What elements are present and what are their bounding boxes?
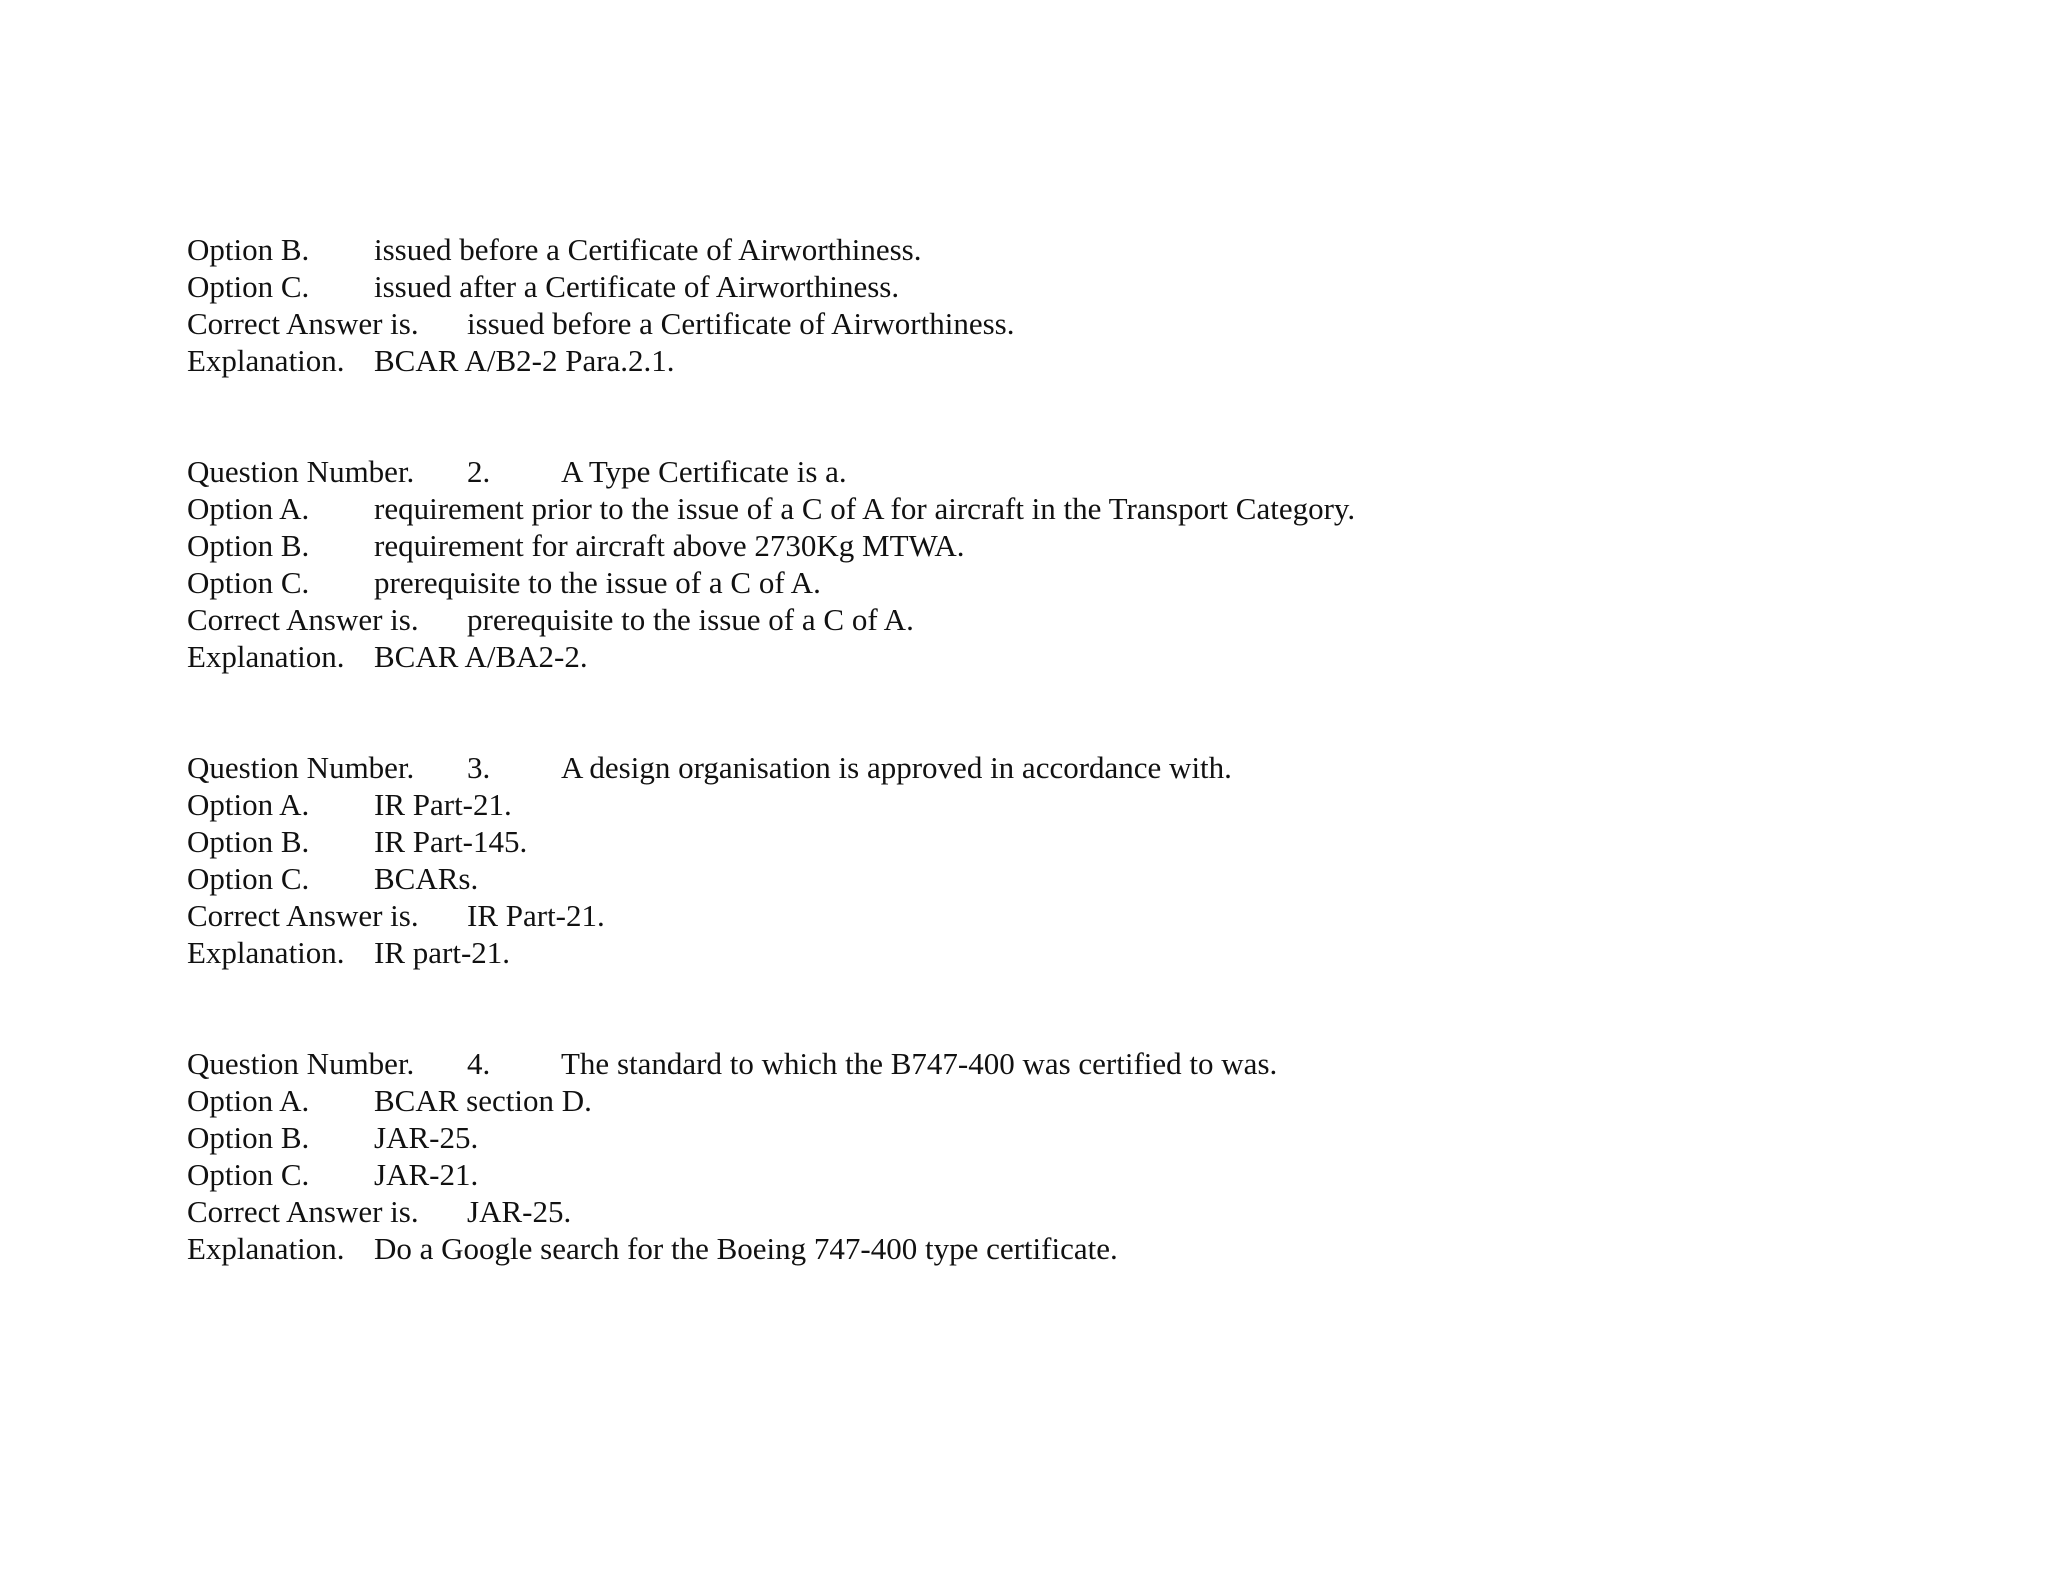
option-b-row <box>187 231 1887 268</box>
answer-text: IR Part-21. <box>467 898 605 933</box>
option-text: prerequisite to the issue of a C of A. <box>374 565 821 600</box>
option-c-row <box>187 268 1887 305</box>
option-text: JAR-25. <box>374 1120 479 1155</box>
option-text: requirement prior to the issue of a C of A for aircraft in the Transport Category. <box>374 491 1356 526</box>
question-block-2 <box>187 453 1887 675</box>
option-a-row <box>187 1082 1887 1119</box>
option-label: Option A. <box>187 491 310 526</box>
option-b-row <box>187 823 1887 860</box>
correct-answer-row <box>187 897 1887 934</box>
option-b-row <box>187 527 1887 564</box>
question-header-row <box>187 453 1887 490</box>
option-text: IR Part-145. <box>374 824 528 859</box>
explanation-text: BCAR A/BA2-2. <box>374 639 588 674</box>
answer-text: JAR-25. <box>467 1194 572 1229</box>
option-text: IR Part-21. <box>374 787 512 822</box>
explanation-label: Explanation. <box>187 343 345 378</box>
option-a-row <box>187 490 1887 527</box>
explanation-text: Do a Google search for the Boeing 747-400 type certificate. <box>374 1231 1118 1266</box>
option-label: Option B. <box>187 232 310 267</box>
question-text: A Type Certificate is a. <box>561 454 847 489</box>
question-text: A design organisation is approved in accordance with. <box>561 750 1232 785</box>
option-c-row <box>187 860 1887 897</box>
option-c-row <box>187 1156 1887 1193</box>
option-label: Option B. <box>187 1120 310 1155</box>
question-block-1 <box>187 231 1887 379</box>
option-b-row <box>187 1119 1887 1156</box>
option-text: issued after a Certificate of Airworthiness. <box>374 269 900 304</box>
option-label: Option C. <box>187 861 310 896</box>
option-label: Option C. <box>187 269 310 304</box>
correct-answer-row <box>187 1193 1887 1230</box>
explanation-row <box>187 342 1887 379</box>
option-text: issued before a Certificate of Airworthiness. <box>374 232 922 267</box>
option-text: BCARs. <box>374 861 479 896</box>
answer-label: Correct Answer is. <box>187 602 419 637</box>
option-label: Option A. <box>187 1083 310 1118</box>
question-number: 4. <box>467 1046 491 1081</box>
option-text: BCAR section D. <box>374 1083 592 1118</box>
question-header-row <box>187 1045 1887 1082</box>
option-c-row <box>187 564 1887 601</box>
explanation-label: Explanation. <box>187 1231 345 1266</box>
question-label: Question Number. <box>187 454 415 489</box>
question-label: Question Number. <box>187 750 415 785</box>
question-number: 2. <box>467 454 491 489</box>
option-label: Option A. <box>187 787 310 822</box>
explanation-text: IR part-21. <box>374 935 511 970</box>
answer-label: Correct Answer is. <box>187 898 419 933</box>
option-label: Option B. <box>187 528 310 563</box>
explanation-row <box>187 934 1887 971</box>
option-label: Option C. <box>187 1157 310 1192</box>
option-text: JAR-21. <box>374 1157 479 1192</box>
option-text: requirement for aircraft above 2730Kg MTWA. <box>374 528 965 563</box>
correct-answer-row <box>187 305 1887 342</box>
option-a-row <box>187 786 1887 823</box>
question-block-4 <box>187 1045 1887 1267</box>
option-label: Option C. <box>187 565 310 600</box>
explanation-label: Explanation. <box>187 639 345 674</box>
question-block-3 <box>187 749 1887 971</box>
question-label: Question Number. <box>187 1046 415 1081</box>
question-number: 3. <box>467 750 491 785</box>
answer-text: prerequisite to the issue of a C of A. <box>467 602 914 637</box>
explanation-label: Explanation. <box>187 935 345 970</box>
document-page <box>187 231 1887 1267</box>
explanation-row <box>187 638 1887 675</box>
explanation-row <box>187 1230 1887 1267</box>
answer-text: issued before a Certificate of Airworthiness. <box>467 306 1015 341</box>
explanation-text: BCAR A/B2-2 Para.2.1. <box>374 343 675 378</box>
answer-label: Correct Answer is. <box>187 1194 419 1229</box>
question-text: The standard to which the B747-400 was certified to was. <box>561 1046 1278 1081</box>
option-label: Option B. <box>187 824 310 859</box>
correct-answer-row <box>187 601 1887 638</box>
question-header-row <box>187 749 1887 786</box>
answer-label: Correct Answer is. <box>187 306 419 341</box>
